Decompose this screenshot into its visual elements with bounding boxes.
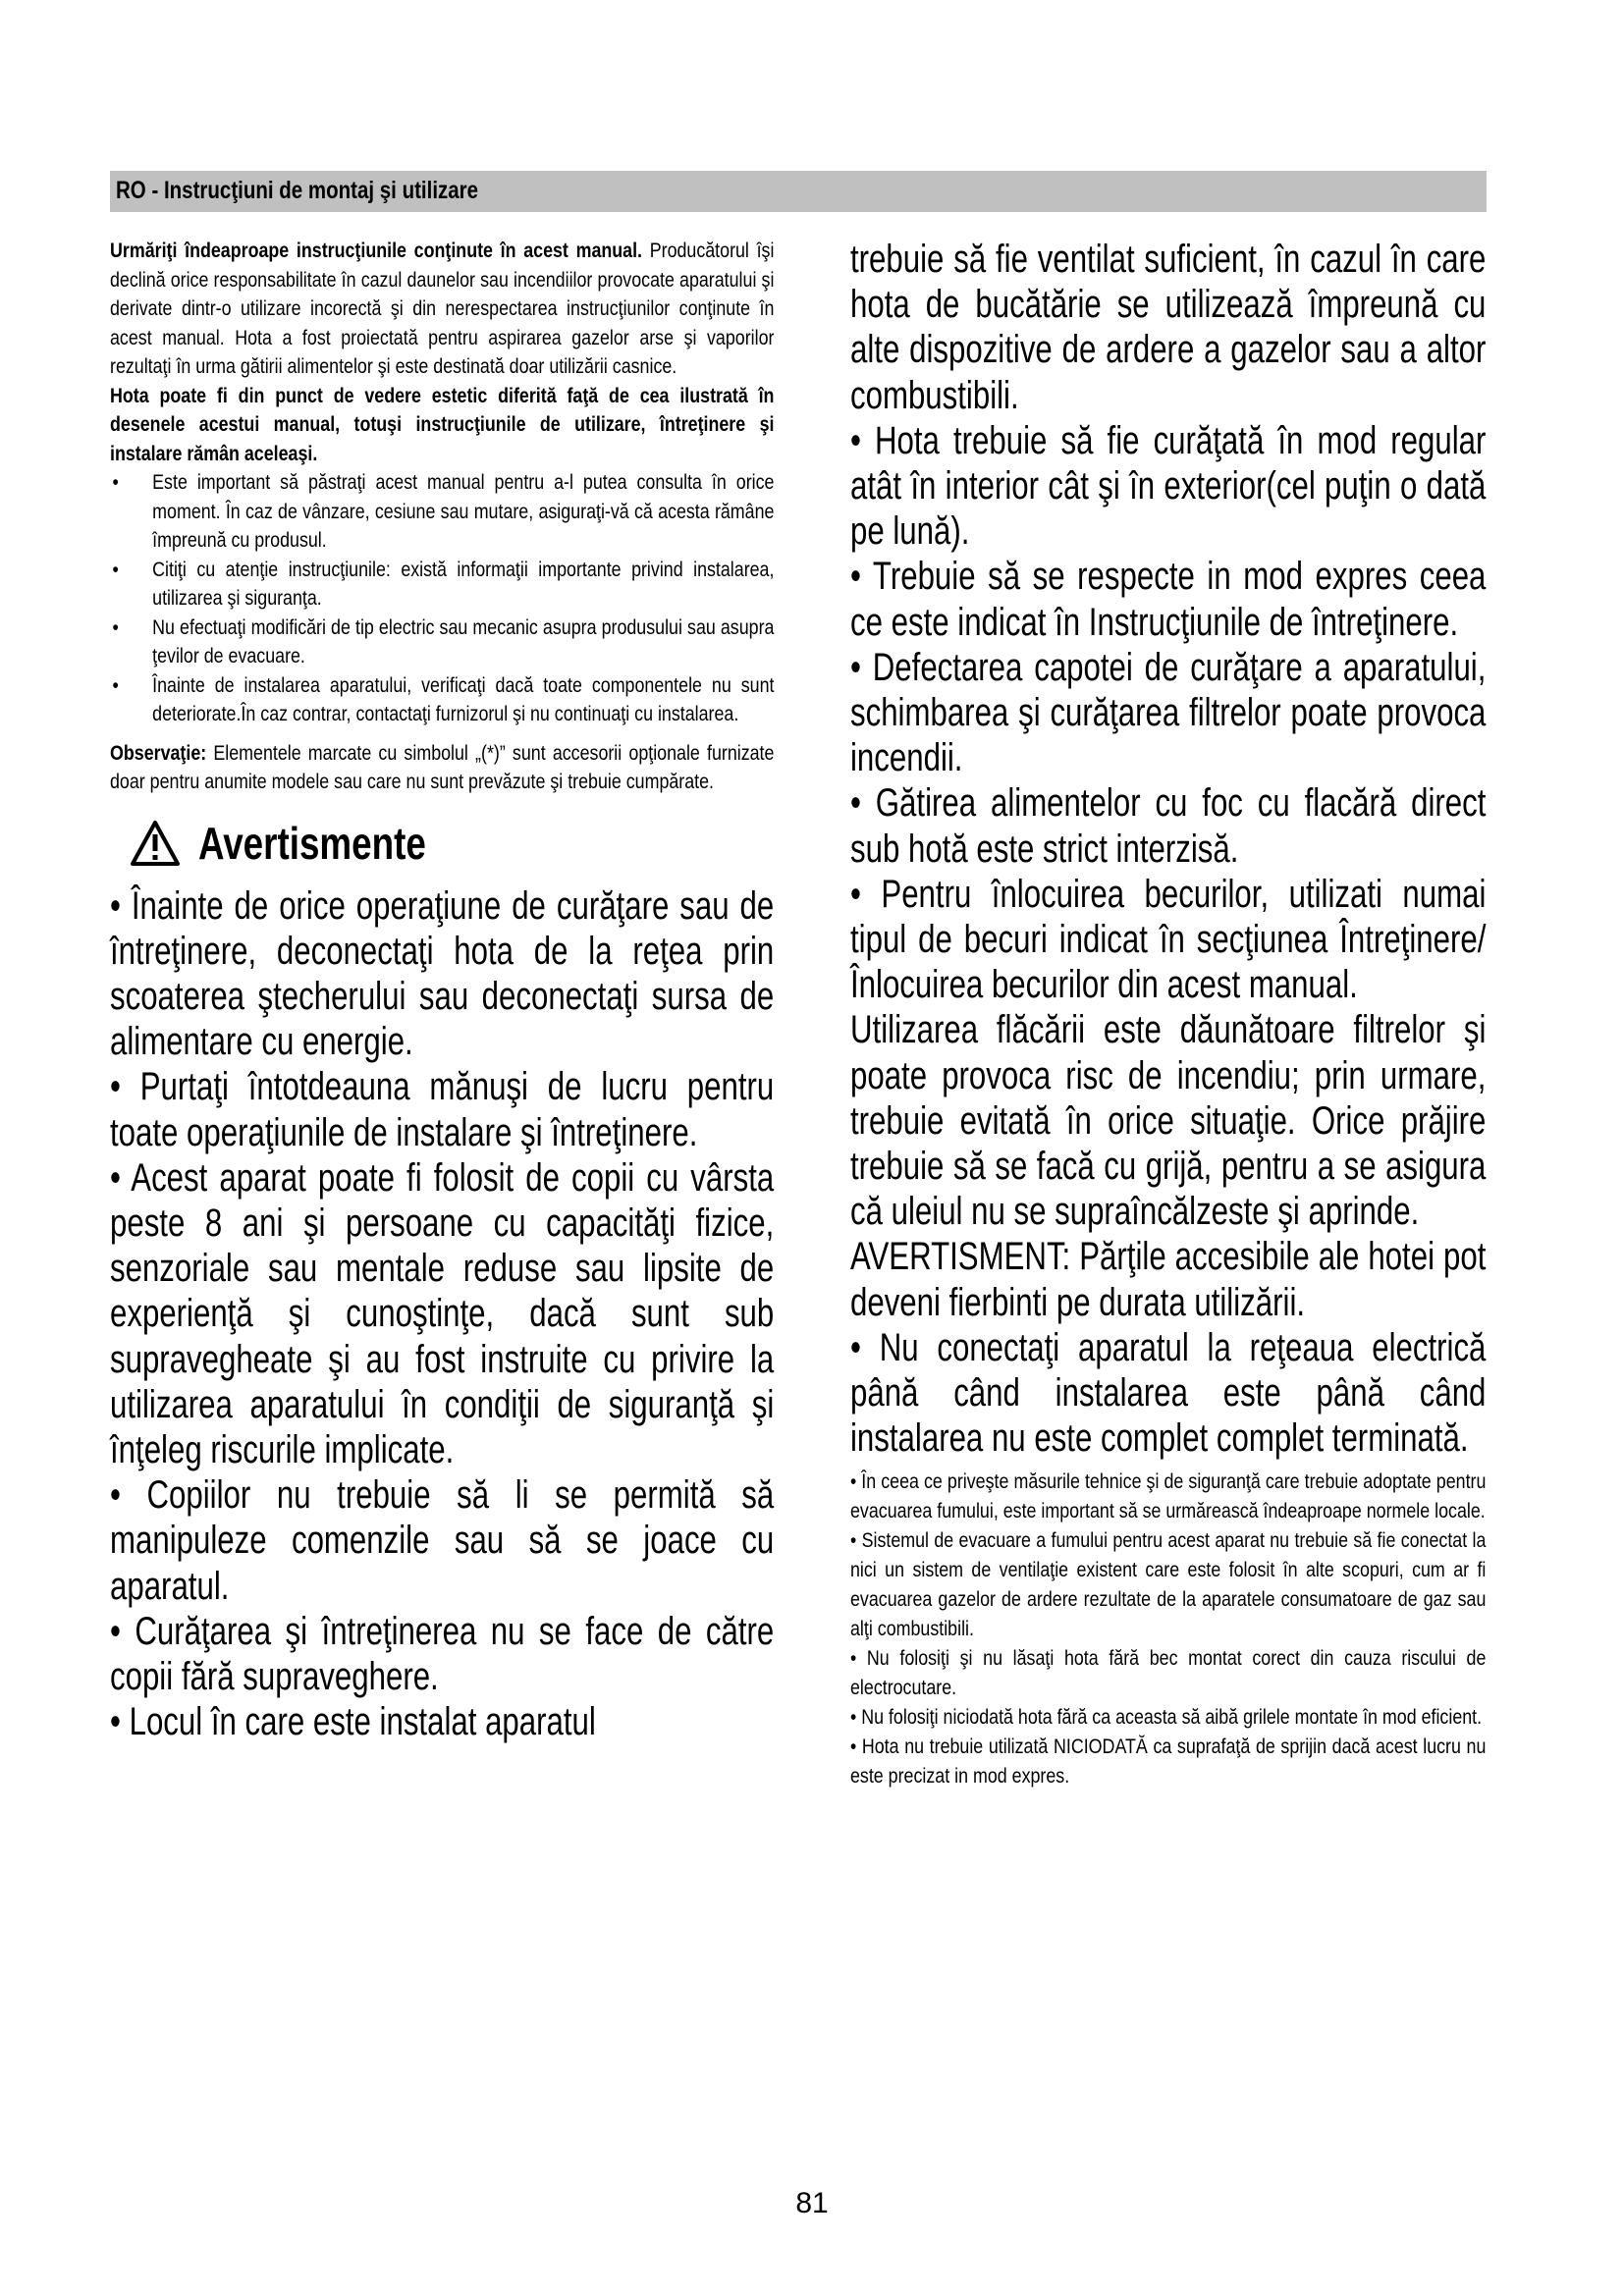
- warning-paragraph: • Trebuie să se respecte in mod expres ceea ce este indicat în Instrucţiunile de întreţinere.: [850, 555, 1487, 644]
- observation-label: Observaţie:: [110, 740, 207, 765]
- warning-paragraph: • Curăţarea şi întreţinerea nu se face de către copii fără supraveghere.: [110, 1609, 775, 1698]
- warning-paragraph: • Purtaţi întotdeauna mănuşi de lucru pentru toate operaţiunile de instalare şi întreţinere.: [110, 1065, 775, 1154]
- observation-text: Elementele marcate cu simbolul „(*)” sunt accesorii opţionale furnizate doar pentru anumite modele sau care nu sunt prevăzute şi trebuie cumpărate.: [110, 740, 775, 793]
- note-paragraph: • Hota nu trebuie utilizată NICIODATĂ ca suprafaţă de sprijin dacă acest lucru nu este precizat in mod expres.: [850, 1735, 1487, 1789]
- warning-paragraph: • Copiilor nu trebuie să li se permită să manipuleze comenzile sau să se joace cu aparatul.: [110, 1473, 775, 1608]
- header-band: [110, 171, 1487, 212]
- warning-paragraph: • Nu conectaţi aparatul la reţeaua electrică până când instalarea este până când instalarea nu este complet complet terminată.: [850, 1325, 1487, 1461]
- intro-text: Producătorul îşi declină orice responsabilitate în cazul daunelor sau incendiilor provocate aparatului şi derivate dintr-o utilizare incorectă şi din nerespectarea instrucţiunilor conţinute în acest manual. Hota a fost proiectată pentru aspirarea gazelor arse şi vaporilor rezultaţi în urma gătirii alimentelor şi este destinată doar utilizării casnice.: [110, 239, 775, 378]
- list-item: • Înainte de instalarea aparatului, verificaţi dacă toate componentele nu sunt deteriorate.În caz contrar, contactaţi furnizorul şi nu continuaţi cu instalarea.: [110, 671, 774, 729]
- right-column: [850, 237, 1487, 1790]
- warning-paragraph: • Acest aparat poate fi folosit de copii cu vârsta peste 8 ani şi persoane cu capacităţi fizice, senzoriale sau mentale reduse sau lipsite de experienţă şi cunoştinţe, dacă sunt sub supravegheate şi au fost instruite cu privire la utilizarea aparatului în condiţii de siguranţă şi înţeleg riscurile implicate.: [110, 1155, 775, 1471]
- observation-note: [110, 739, 774, 797]
- warning-paragraph: • Hota trebuie să fie curăţată în mod regular atât în interior cât şi în exterior(cel puţin o dată pe lună).: [850, 418, 1487, 554]
- warning-triangle-icon: [130, 820, 181, 867]
- note-paragraph: • În ceea ce priveşte măsurile tehnice şi de siguranţă care trebuie adoptate pentru evacuarea fumului, este important să se urmărească îndeaproape normele locale.: [850, 1469, 1487, 1523]
- intro-paragraph: [110, 237, 774, 382]
- bullet-list: [110, 468, 774, 729]
- intro-block: [110, 237, 774, 797]
- warning-paragraph: trebuie să fie ventilat suficient, în cazul în care hota de bucătărie se utilizează împreună cu alte dispozitive de ardere a gazelor sau a altor combustibili.: [850, 238, 1487, 417]
- right-small-block: [850, 1467, 1487, 1790]
- warnings-title: Avertismente: [198, 817, 426, 869]
- note-paragraph: • Nu folosiţi niciodată hota fără ca aceasta să aibă grilele montate în mod eficient.: [850, 1705, 1483, 1730]
- list-item: • Citiţi cu atenţie instrucţiunile: există informaţii importante privind instalarea, utilizarea şi siguranţa.: [110, 556, 774, 614]
- intro-bold: Urmăriţi îndeaproape instrucţiunile conţinute în acest manual.: [110, 239, 643, 262]
- warning-paragraph: • Gătirea alimentelor cu foc cu flacără direct sub hotă este strict interzisă.: [850, 781, 1487, 871]
- design-note: Hota poate fi din punct de vedere estetic diferită faţă de cea ilustrată în desenele acestui manual, totuşi instrucţiunile de utilizare, întreţinere şi instalare rămân aceleaşi.: [110, 383, 775, 465]
- page-number: 81: [795, 2187, 829, 2219]
- warnings-block: [110, 883, 774, 1745]
- left-column: [110, 237, 774, 1744]
- right-large-block: [850, 237, 1487, 1461]
- warning-paragraph: • Înainte de orice operaţiune de curăţare sau de întreţinere, deconectaţi hota de la reţea prin scoaterea ştecherului sau deconectaţi sursa de alimentare cu energie.: [110, 883, 775, 1064]
- warning-paragraph: Utilizarea flăcării este dăunătoare filtrelor şi poate provoca risc de incendiu; prin urmare, trebuie evitată în orice situaţie. Orice prăjire trebuie să se facă cu grijă, pentru a se asigura că uleiul nu se supraîncălzeste şi aprinde.: [850, 1008, 1487, 1234]
- warning-paragraph: AVERTISMENT: Părţile accesibile ale hotei pot deveni fierbinti pe durata utilizării.: [850, 1235, 1487, 1324]
- warning-paragraph: • Locul în care este instalat aparatul: [110, 1700, 596, 1744]
- note-paragraph: • Sistemul de evacuare a fumului pentru acest aparat nu trebuie să fie conectat la nici un sistem de ventilaţie existent care este folosit în alte scopuri, cum ar fi evacuarea gazelor de ardere rezultate de la aparatele consumatoare de gaz sau alţi combustibili.: [850, 1528, 1487, 1641]
- page-title: RO - Instrucţiuni de montaj şi utilizare: [116, 177, 479, 204]
- list-item: • Nu efectuaţi modificări de tip electric sau mecanic asupra produsului sau asupra ţevilor de evacuare.: [110, 614, 774, 671]
- warnings-heading: [110, 809, 774, 878]
- warning-paragraph: • Pentru înlocuirea becurilor, utilizati numai tipul de becuri indicat în secţiunea Întreţinere/Înlocuirea becurilor din acest manual.: [850, 872, 1487, 1007]
- note-paragraph: • Nu folosiţi şi nu lăsaţi hota fără bec montat corect din cauza riscului de electrocutare.: [850, 1646, 1487, 1700]
- list-item: • Este important să păstraţi acest manual pentru a-l putea consulta în orice moment. În caz de vânzare, cesiune sau mutare, asiguraţi-vă că acesta rămâne împreună cu produsul.: [110, 468, 774, 556]
- warning-paragraph: • Defectarea capotei de curăţare a aparatului, schimbarea şi curăţarea filtrelor poate provoca incendii.: [850, 645, 1487, 780]
